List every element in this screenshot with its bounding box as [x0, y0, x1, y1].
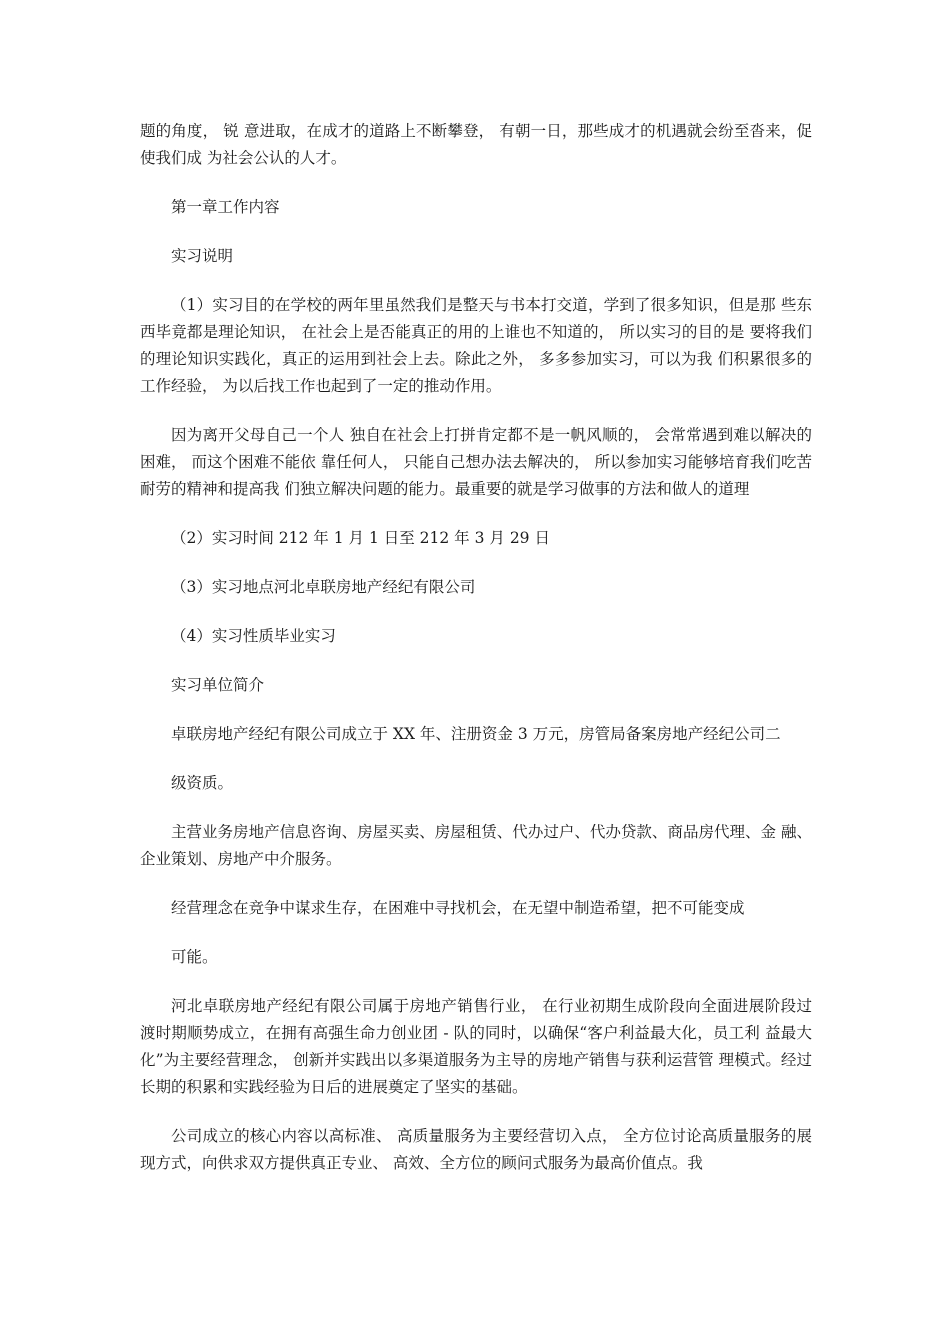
paragraph-company-history: 河北卓联房地产经纪有限公司属于房地产销售行业， 在行业初期生成阶段向全面进展阶段过 渡时期顺势成立，在拥有高强生命力创业团 - 队的同时，以确保“客户利益最大化，员工利 益最大化”为主要经营理念， 创新并实践出以多渠道服务为主导的房地产销售与获利运营管 理模式。经过长期的积累和实践经验为日后的进展奠定了坚实的基础。 — [140, 997, 812, 1096]
section-heading-company-intro: 实习单位简介 — [171, 676, 265, 694]
paragraph-possible: 可能。 — [171, 948, 218, 966]
section-heading-internship-description: 实习说明 — [171, 247, 234, 265]
paragraph-continuation: 题的角度， 锐 意进取，在成才的道路上不断攀登， 有朝一日，那些成才的机遇就会纷至沓来，促使我们成 为社会公认的人才。 — [140, 122, 812, 167]
paragraph-internship-nature: （4）实习性质毕业实习 — [171, 627, 336, 645]
chapter-heading: 第一章工作内容 — [171, 198, 280, 216]
paragraph-company-core: 公司成立的核心内容以高标准、 高质量服务为主要经营切入点， 全方位讨论高质量服务的展 现方式，向供求双方提供真正专业、 高效、全方位的顾问式服务为最高价值点。我 — [140, 1127, 812, 1172]
paragraph-internship-purpose: （1）实习目的在学校的两年里虽然我们是整天与书本打交道，学到了很多知识，但是那 些东西毕竟都是理论知识， 在社会上是否能真正的用的上谁也不知道的， 所以实习的目的是 要将我们的理论知识实践化，真正的运用到社会上去。除此之外， 多多参加实习，可以为我 们积累很多的工作经验， 为以后找工作也起到了一定的推动作用。 — [140, 296, 812, 395]
paragraph-internship-benefits: 因为离开父母自己一个人 独自在社会上打拼肯定都不是一帆风顺的， 会常常遇到难以解决的困难， 而这个困难不能依 靠任何人， 只能自己想办法去解决的， 所以参加实习能够培育我们吃苦耐劳的精神和提高我 们独立解决问题的能力。最重要的就是学习做事的方法和做人的道理 — [140, 426, 812, 498]
paragraph-business-philosophy: 经营理念在竞争中谋求生存，在困难中寻找机会，在无望中制造希望，把不可能变成 — [171, 899, 745, 917]
paragraph-main-business: 主营业务房地产信息咨询、房屋买卖、房屋租赁、代办过户、代办贷款、商品房代理、金 融、企业策划、房地产中介服务。 — [140, 823, 812, 868]
paragraph-internship-location: （3）实习地点河北卓联房地产经纪有限公司 — [171, 578, 476, 596]
paragraph-internship-time: （2）实习时间 212 年 1 月 1 日至 212 年 3 月 29 日 — [171, 529, 550, 547]
document-page — [140, 118, 812, 1199]
paragraph-qualification: 级资质。 — [171, 774, 234, 792]
paragraph-company-founded: 卓联房地产经纪有限公司成立于 XX 年、注册资金 3 万元，房管局备案房地产经纪公司二 — [171, 725, 781, 743]
